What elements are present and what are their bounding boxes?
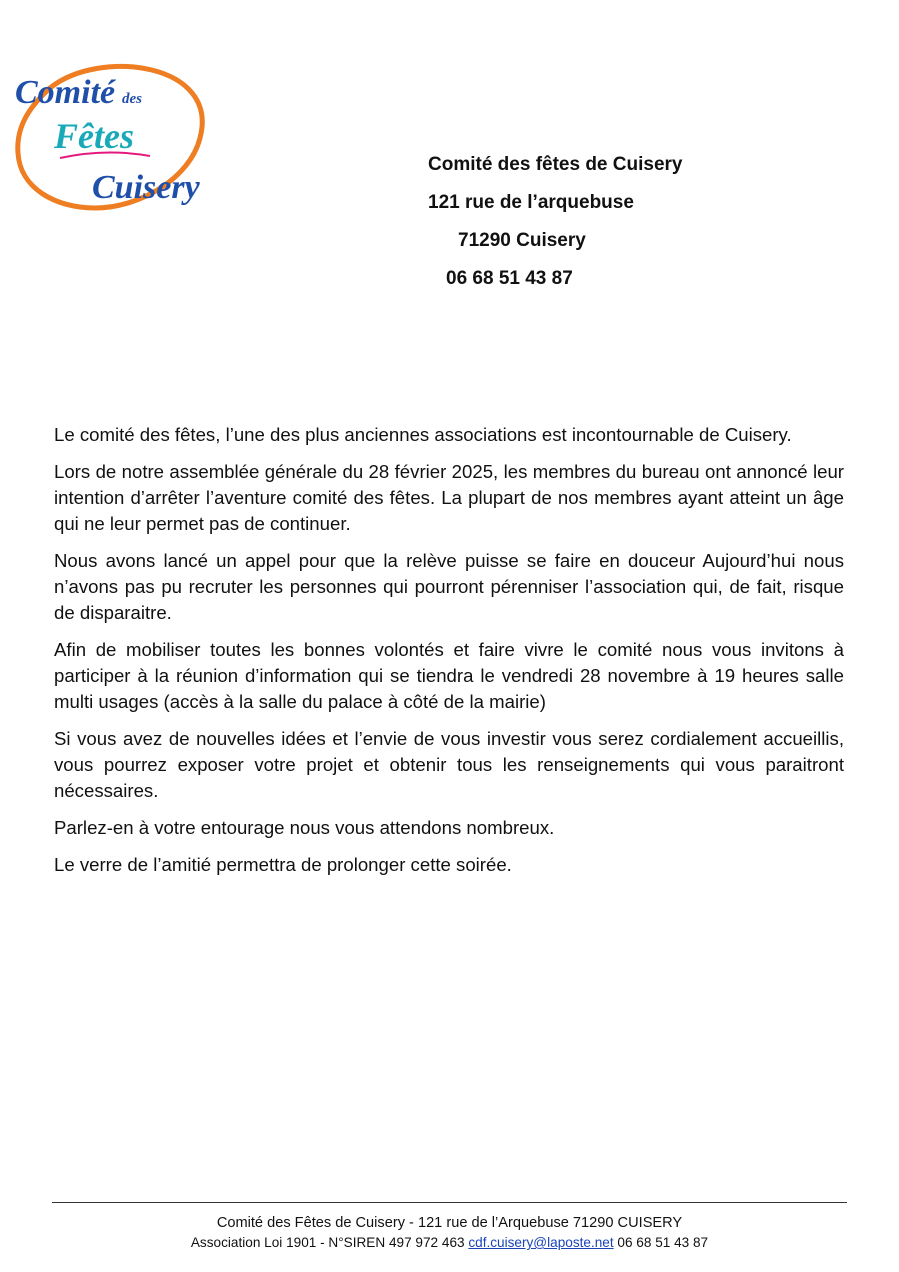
org-name: Comité des fêtes de Cuisery	[428, 154, 683, 175]
footer-siren: Association Loi 1901 - N°SIREN 497 972 463	[190, 1235, 465, 1250]
logo-text-fetes: Fêtes	[54, 116, 134, 156]
letter-body	[54, 422, 844, 889]
footer-legal	[0, 1233, 899, 1252]
footer-phone: 06 68 51 43 87	[617, 1235, 709, 1250]
paragraph: Le verre de l’amitié permettra de prolonger cette soirée.	[54, 854, 512, 875]
paragraph: Nous avons lancé un appel pour que la relève puisse se faire en douceur Aujourd’hui nous n’avons pas pu recruter les personnes qui pourront pérenniser l’association qui, de fait, risque de disparaitre.	[54, 550, 844, 623]
logo-text-cuisery: Cuisery	[92, 169, 200, 206]
paragraph: Parlez-en à votre entourage nous vous attendons nombreux.	[54, 817, 555, 838]
footer-email-link[interactable]: cdf.cuisery@laposte.net	[468, 1235, 614, 1250]
street-address: 121 rue de l’arquebuse	[428, 192, 634, 213]
paragraph: Si vous avez de nouvelles idées et l’envie de vous investir vous serez cordialement accueillis, vous pourrez exposer votre projet et obtenir tous les renseignements qui vous paraitront nécessaires.	[54, 728, 844, 801]
paragraph: Lors de notre assemblée générale du 28 février 2025, les membres du bureau ont annoncé leur intention d’arrêter l’aventure comité des fêtes. La plupart de nos membres ayant atteint un âge qui ne leur permet pas de continuer.	[54, 461, 844, 534]
phone-number: 06 68 51 43 87	[446, 268, 573, 289]
logo	[10, 58, 210, 216]
paragraph: Le comité des fêtes, l’une des plus anciennes associations est incontournable de Cuisery.	[54, 424, 792, 445]
comite-des-fetes-logo	[10, 58, 210, 216]
logo-text-comite: Comité	[15, 74, 116, 111]
footer	[0, 1214, 899, 1252]
footer-address: Comité des Fêtes de Cuisery - 121 rue de l’Arquebuse 71290 CUISERY	[216, 1215, 683, 1231]
city: 71290 Cuisery	[458, 230, 586, 251]
footer-divider	[52, 1202, 847, 1203]
logo-text-des: des	[122, 91, 142, 107]
paragraph: Afin de mobiliser toutes les bonnes volontés et faire vivre le comité nous vous invitons à participer à la réunion d’information qui se tiendra le vendredi 28 novembre à 19 heures salle multi usages (accès à la salle du palace à côté de la mairie)	[54, 639, 844, 712]
